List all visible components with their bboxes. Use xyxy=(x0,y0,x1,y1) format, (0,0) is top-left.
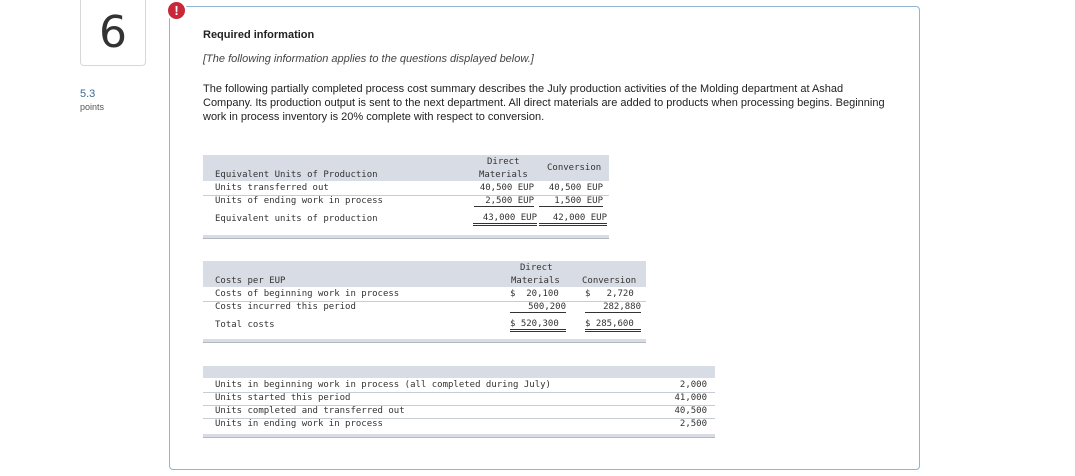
col-header-direct-line1: Direct xyxy=(487,157,520,167)
table-title: Costs per EUP xyxy=(215,276,286,286)
table-footer xyxy=(203,434,715,438)
row-dm-value: $ 520,300 xyxy=(510,319,566,332)
col-header-direct-line1: Direct xyxy=(520,263,553,273)
row-conv-value: 282,880 xyxy=(585,302,641,313)
col-header-conversion: Conversion xyxy=(582,276,637,286)
row-conv-value: 1,500 EUP xyxy=(539,196,603,207)
table-footer xyxy=(203,339,646,343)
row-value: 2,500 xyxy=(679,419,707,429)
required-information-title: Required information xyxy=(203,29,315,41)
row-label: Units completed and transferred out xyxy=(215,406,405,416)
points-indicator xyxy=(80,88,104,114)
row-label: Equivalent units of production xyxy=(215,214,378,224)
row-dm-value: 43,000 EUP xyxy=(473,213,537,226)
row-dm-value: 500,200 xyxy=(510,302,566,313)
question-number: 6 xyxy=(99,7,127,58)
row-dm-value: 40,500 EUP xyxy=(479,183,534,193)
row-label: Costs incurred this period xyxy=(215,302,356,312)
row-label: Costs of beginning work in process xyxy=(215,289,400,299)
units-table xyxy=(203,366,715,442)
row-label: Units in ending work in process xyxy=(215,419,383,429)
table-header xyxy=(203,366,715,378)
row-value: 2,000 xyxy=(679,380,707,390)
row-label: Units started this period xyxy=(215,393,351,403)
equivalent-units-table xyxy=(203,155,609,241)
col-header-direct-line2: Materials xyxy=(511,276,560,286)
row-dm-value: $ 20,100 xyxy=(510,289,559,299)
problem-description: The following partially completed process cost summary describes the July production activities of the Molding department at Ashad Company. Its production output is sent to the next department. All direct materials are added to products when processing begins. Beginning work in process inventory is 20% complete with respect to conversion. xyxy=(203,83,885,123)
row-conv-value: 42,000 EUP xyxy=(539,213,607,226)
required-information-subtitle: [The following information applies to the questions displayed below.] xyxy=(203,53,534,65)
row-value: 40,500 xyxy=(674,406,707,416)
row-label: Units transferred out xyxy=(215,183,329,193)
row-dm-value: 2,500 EUP xyxy=(474,196,534,207)
col-header-direct-line2: Materials xyxy=(479,170,528,180)
points-value: 5.3 xyxy=(80,88,96,100)
row-label: Total costs xyxy=(215,320,275,330)
row-value: 41,000 xyxy=(674,393,707,403)
col-header-conversion: Conversion xyxy=(547,163,602,173)
costs-table xyxy=(203,261,646,347)
row-label: Units of ending work in process xyxy=(215,196,383,206)
alert-icon: ! xyxy=(166,0,187,21)
table-footer xyxy=(203,235,609,239)
row-conv-value: $ 2,720 xyxy=(585,289,634,299)
row-conv-value: $ 285,600 xyxy=(585,319,641,332)
row-conv-value: 40,500 EUP xyxy=(548,183,603,193)
row-label: Units in beginning work in process (all completed during July) xyxy=(215,380,551,390)
question-number-box xyxy=(80,0,146,66)
table-title: Equivalent Units of Production xyxy=(215,170,378,180)
points-label: points xyxy=(80,102,105,112)
